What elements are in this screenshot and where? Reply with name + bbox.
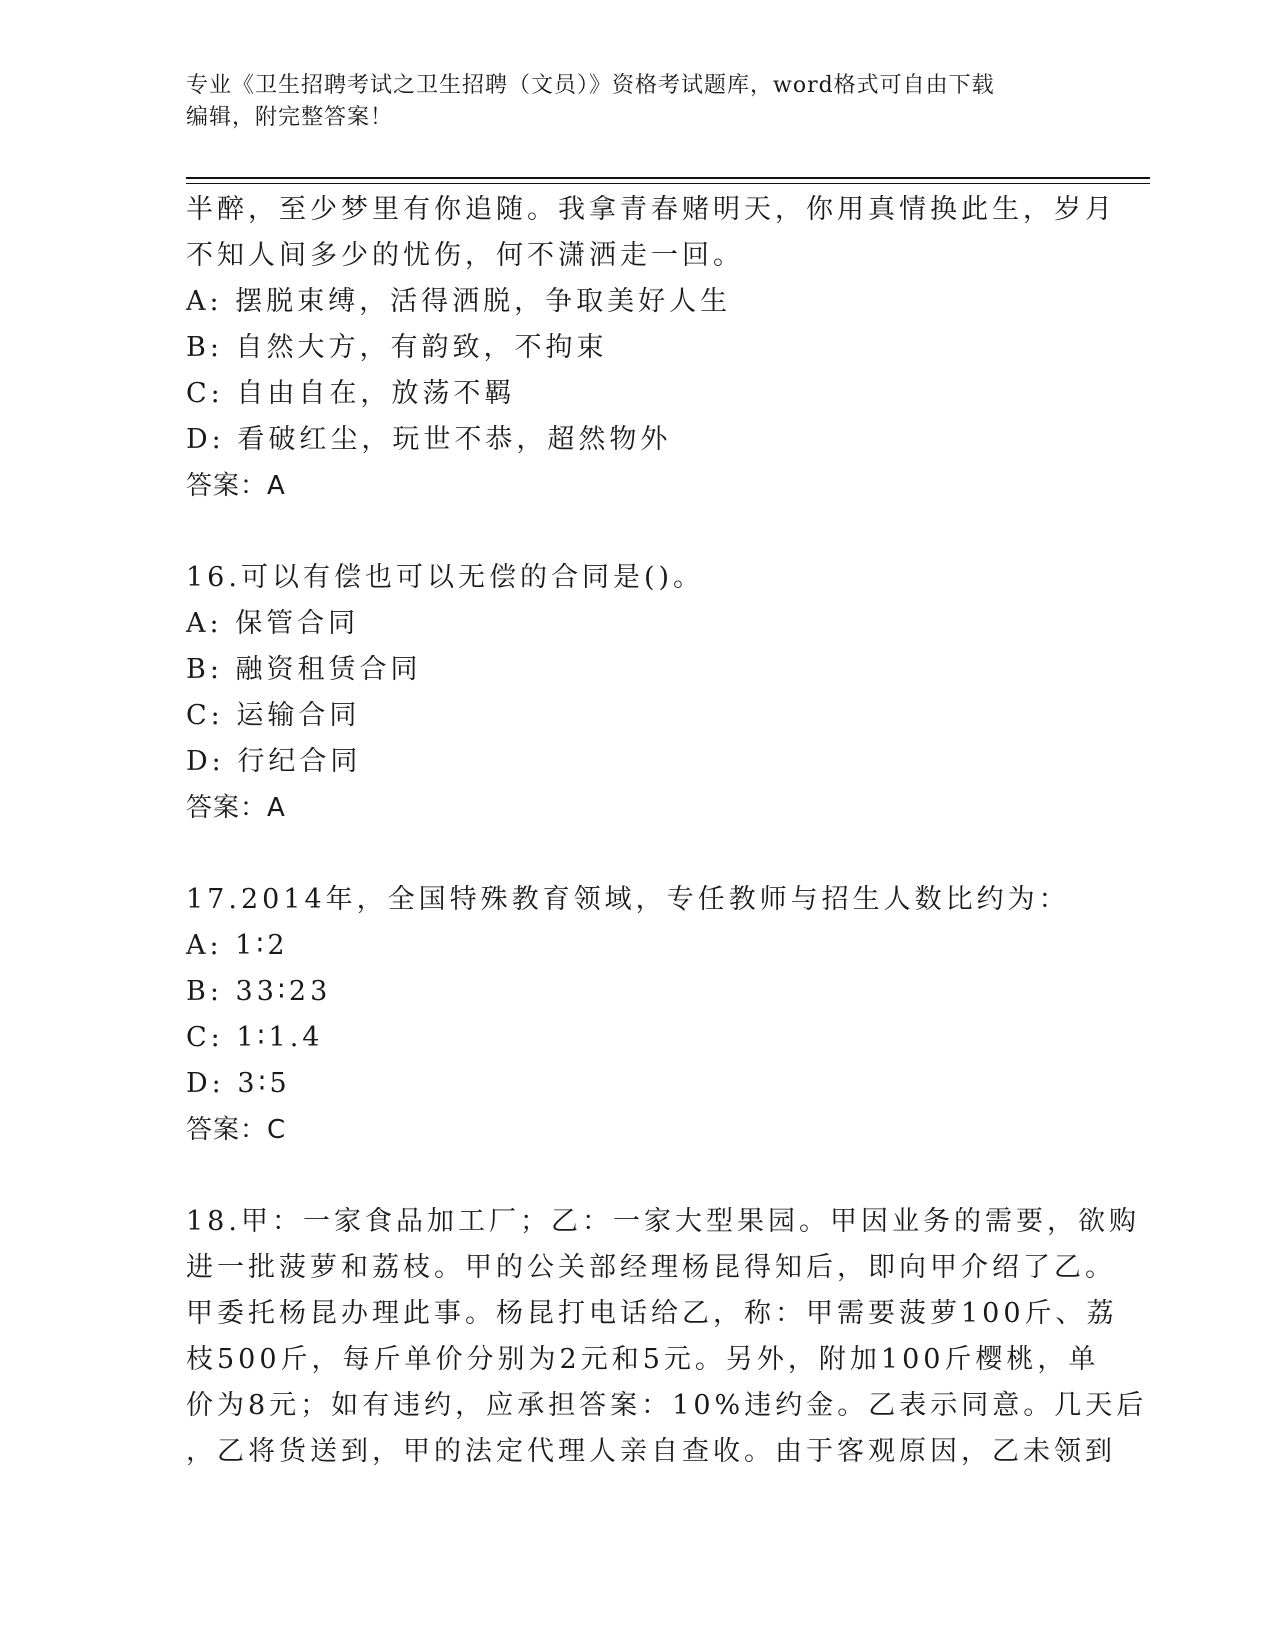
question-text-line: ，乙将货送到，甲的法定代理人亲自查收。由于客观原因，乙未领到	[186, 1436, 1116, 1467]
spacer	[186, 509, 1086, 555]
option-b: B: 自然大方，有韵致，不拘束	[186, 332, 608, 363]
document-body	[186, 187, 1148, 1475]
option-d: D: 行纪合同	[186, 746, 362, 777]
question-text-line: 甲委托杨昆办理此事。杨昆打电话给乙，称：甲需要菠萝100斤、荔	[186, 1298, 1118, 1329]
spacer	[186, 1153, 1086, 1199]
question-16	[186, 555, 1086, 831]
header-divider-thick	[186, 177, 1150, 179]
question-text-line: 半醉，至少梦里有你追随。我拿青春赌明天，你用真情换此生，岁月	[186, 194, 1116, 225]
option-b: B: 33∶23	[186, 976, 332, 1007]
question-15	[186, 187, 1116, 509]
header-divider-thin	[186, 183, 1150, 184]
option-b: B: 融资租赁合同	[186, 654, 422, 685]
option-c: C: 自由自在，放荡不羁	[186, 378, 516, 409]
option-a: A: 1∶2	[186, 930, 289, 961]
spacer	[186, 831, 1086, 877]
option-a: A: 摆脱束缚，活得洒脱，争取美好人生	[186, 286, 732, 317]
question-text-line: 不知人间多少的忧伤，何不潇洒走一回。	[186, 240, 744, 271]
option-a: A: 保管合同	[186, 608, 360, 639]
question-18	[186, 1199, 1148, 1475]
answer: 答案：A	[186, 471, 286, 501]
option-d: D: 3∶5	[186, 1068, 291, 1099]
option-d: D: 看破红尘，玩世不恭，超然物外	[186, 424, 672, 455]
answer: 答案：C	[186, 1115, 287, 1145]
question-text-line: 16.可以有偿也可以无偿的合同是()。	[186, 562, 705, 593]
document-header	[186, 70, 1086, 134]
option-c: C: 运输合同	[186, 700, 361, 731]
header-line-2: 编辑，附完整答案！	[186, 105, 394, 130]
question-text-line: 18.甲：一家食品加工厂；乙：一家大型果园。甲因业务的需要，欲购	[186, 1206, 1140, 1237]
question-text-line: 进一批菠萝和荔枝。甲的公关部经理杨昆得知后，即向甲介绍了乙。	[186, 1252, 1116, 1283]
answer: 答案：A	[186, 793, 286, 823]
option-c: C: 1∶1.4	[186, 1022, 324, 1053]
header-line-1: 专业《卫生招聘考试之卫生招聘（文员）》资格考试题库，word格式可自由下载	[186, 73, 995, 98]
question-text-line: 17.2014年，全国特殊教育领域，专任教师与招生人数比约为：	[186, 884, 1070, 915]
question-text-line: 枝500斤，每斤单价分别为2元和5元。另外，附加100斤樱桃，单	[186, 1344, 1100, 1375]
question-text-line: 价为8元；如有违约，应承担答案：10%违约金。乙表示同意。几天后	[186, 1390, 1148, 1421]
question-17	[186, 877, 1086, 1153]
